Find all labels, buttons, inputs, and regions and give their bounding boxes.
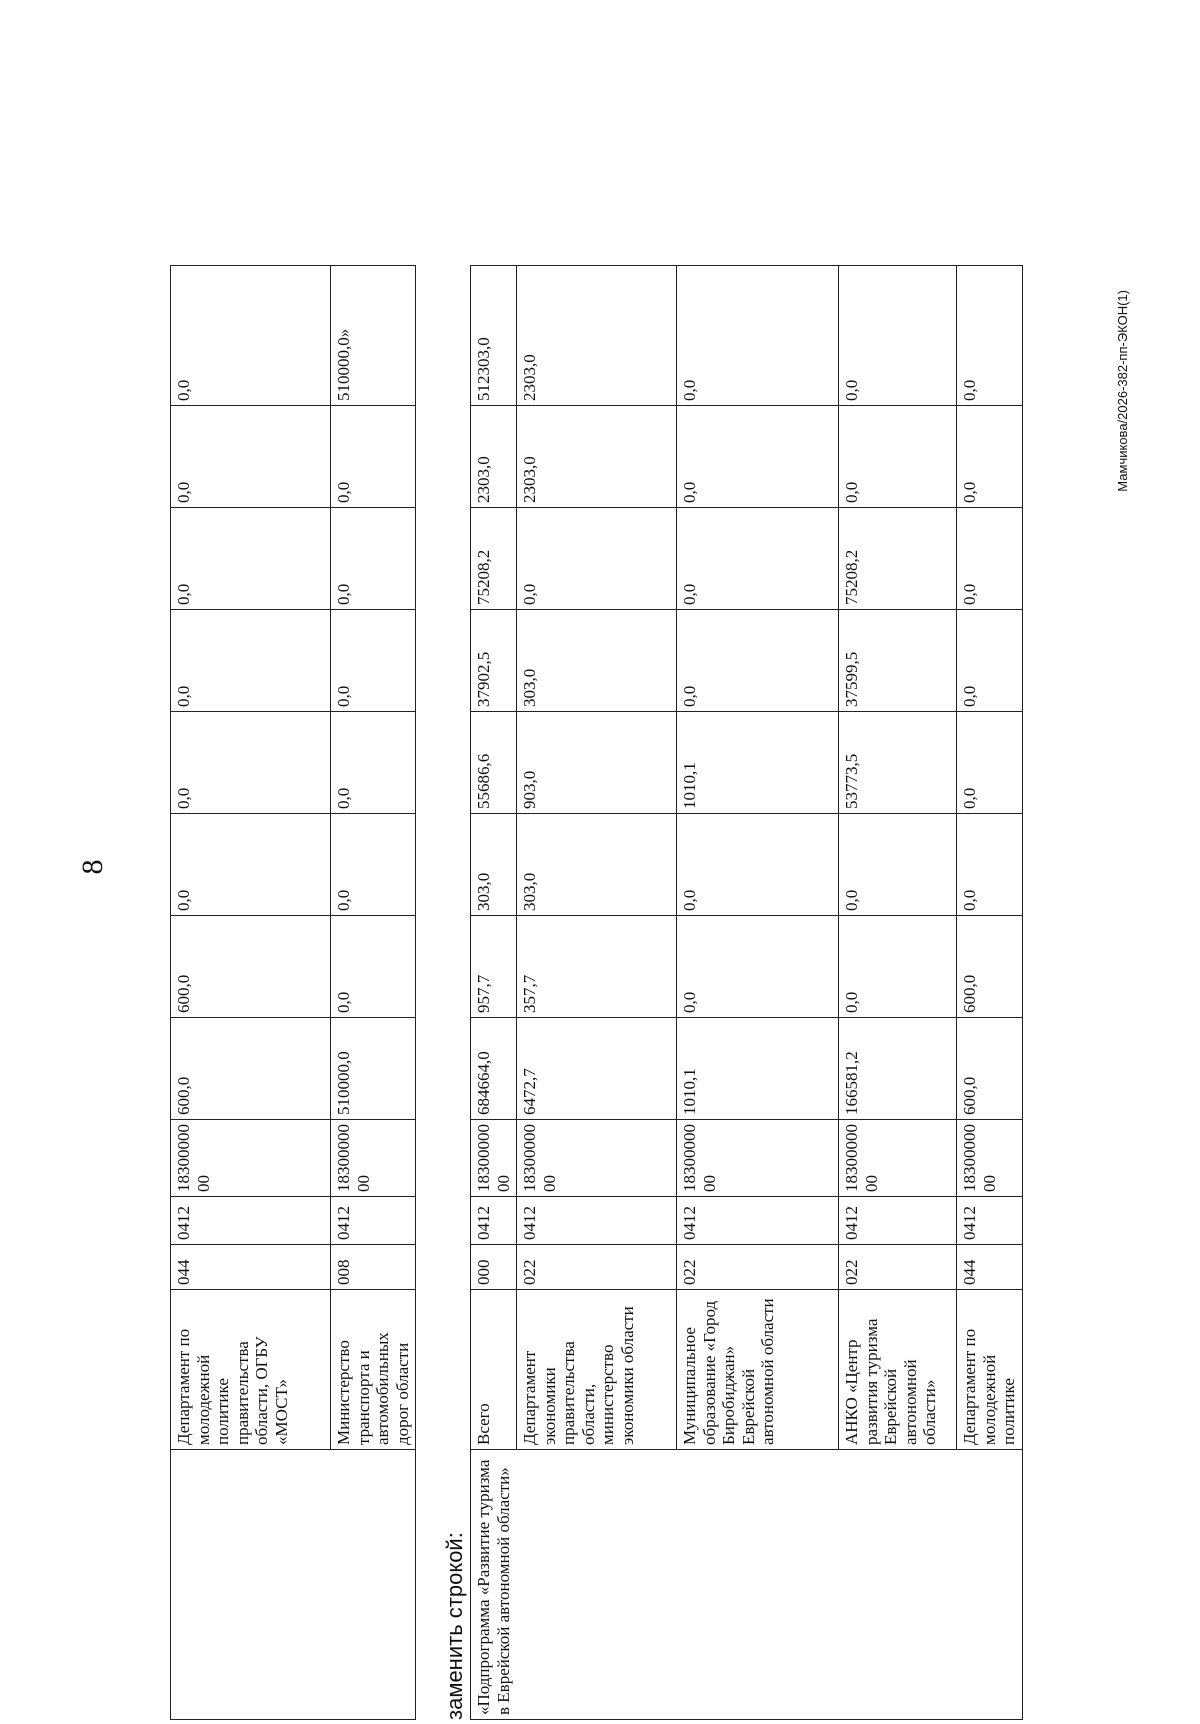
budget-table-previous (170, 265, 416, 1720)
csr-cell: 18300000 00 (171, 1120, 331, 1197)
value-cell: 510000,0» (331, 266, 416, 406)
csr-cell: 18300000 00 (677, 1120, 839, 1197)
value-cell: 1010,1 (677, 1018, 839, 1120)
rz-cell: 0412 (171, 1197, 331, 1245)
value-cell: 0,0 (517, 508, 677, 610)
rz-cell: 0412 (839, 1197, 957, 1245)
grbs-cell: 000 (471, 1245, 517, 1290)
agency-cell: Муниципальное образование «Город Биробиджан» Еврейской автономной области (677, 1290, 839, 1450)
grbs-cell: 022 (839, 1245, 957, 1290)
value-cell: 600,0 (957, 916, 1023, 1018)
value-cell: 684664,0 (471, 1018, 517, 1120)
rotated-content (170, 100, 1120, 1720)
value-cell: 55686,6 (471, 712, 517, 814)
value-cell: 0,0 (839, 814, 957, 916)
value-cell: 0,0 (957, 508, 1023, 610)
value-cell: 37599,5 (839, 610, 957, 712)
value-cell: 75208,2 (839, 508, 957, 610)
table-row (171, 266, 331, 1720)
value-cell: 0,0 (171, 712, 331, 814)
value-cell: 357,7 (517, 916, 677, 1018)
value-cell: 510000,0 (331, 1018, 416, 1120)
replace-caption: заменить строкой: (442, 1532, 467, 1720)
value-cell: 0,0 (677, 406, 839, 508)
agency-cell: Министерство транспорта и автомобильных дорог области (331, 1290, 416, 1450)
value-cell: 0,0 (677, 266, 839, 406)
value-cell: 0,0 (839, 406, 957, 508)
value-cell: 600,0 (171, 1018, 331, 1120)
grbs-cell: 044 (171, 1245, 331, 1290)
grbs-cell: 044 (957, 1245, 1023, 1290)
value-cell: 0,0 (839, 266, 957, 406)
value-cell: 303,0 (517, 814, 677, 916)
csr-cell: 18300000 00 (957, 1120, 1023, 1197)
csr-cell: 18300000 00 (517, 1120, 677, 1197)
value-cell: 0,0 (957, 712, 1023, 814)
agency-cell: Департамент экономики правительства области, министерство экономики области (517, 1290, 677, 1450)
grbs-cell: 022 (517, 1245, 677, 1290)
value-cell: 0,0 (171, 508, 331, 610)
value-cell: 303,0 (471, 814, 517, 916)
value-cell: 166581,2 (839, 1018, 957, 1120)
value-cell: 0,0 (171, 610, 331, 712)
rz-cell: 0412 (957, 1197, 1023, 1245)
agency-cell: Всего (471, 1290, 517, 1450)
csr-cell: 18300000 00 (839, 1120, 957, 1197)
agency-cell: Департамент по молодежной политике правительства области, ОГБУ «МОСТ» (171, 1290, 331, 1450)
grbs-cell: 008 (331, 1245, 416, 1290)
value-cell: 1010,1 (677, 712, 839, 814)
value-cell: 0,0 (957, 406, 1023, 508)
value-cell: 0,0 (677, 508, 839, 610)
value-cell: 0,0 (677, 916, 839, 1018)
value-cell: 53773,5 (839, 712, 957, 814)
value-cell: 0,0 (331, 814, 416, 916)
value-cell: 2303,0 (517, 406, 677, 508)
value-cell: 0,0 (677, 610, 839, 712)
value-cell: 303,0 (517, 610, 677, 712)
value-cell: 600,0 (171, 916, 331, 1018)
value-cell: 512303,0 (471, 266, 517, 406)
rz-cell: 0412 (517, 1197, 677, 1245)
rz-cell: 0412 (331, 1197, 416, 1245)
rz-cell: 0412 (677, 1197, 839, 1245)
budget-table-replacement (470, 265, 1023, 1720)
value-cell: 0,0 (331, 610, 416, 712)
value-cell: 0,0 (331, 712, 416, 814)
value-cell: 0,0 (331, 508, 416, 610)
value-cell: 6472,7 (517, 1018, 677, 1120)
csr-cell: 18300000 00 (471, 1120, 517, 1197)
page-number: 8 (76, 859, 109, 875)
value-cell: 0,0 (171, 266, 331, 406)
value-cell: 0,0 (957, 266, 1023, 406)
table-row (471, 266, 517, 1720)
program-name-cell: «Подпрограмма «Развитие туризма в Еврейской автономной области» (471, 1450, 1023, 1720)
value-cell: 0,0 (957, 814, 1023, 916)
value-cell: 0,0 (331, 916, 416, 1018)
value-cell: 0,0 (331, 406, 416, 508)
value-cell: 0,0 (957, 610, 1023, 712)
value-cell: 2303,0 (471, 406, 517, 508)
value-cell: 2303,0 (517, 266, 677, 406)
grbs-cell: 022 (677, 1245, 839, 1290)
value-cell: 903,0 (517, 712, 677, 814)
program-name-cell (171, 1450, 416, 1720)
value-cell: 0,0 (171, 406, 331, 508)
document-footer: Мамчикова/2026-382-пп-ЭКОН(1) (1115, 290, 1130, 492)
agency-cell: АНКО «Центр развития туризма Еврейской автономной области» (839, 1290, 957, 1450)
value-cell: 0,0 (839, 916, 957, 1018)
value-cell: 0,0 (171, 814, 331, 916)
rz-cell: 0412 (471, 1197, 517, 1245)
value-cell: 37902,5 (471, 610, 517, 712)
value-cell: 75208,2 (471, 508, 517, 610)
agency-cell: Департамент по молодежной политике (957, 1290, 1023, 1450)
value-cell: 957,7 (471, 916, 517, 1018)
value-cell: 600,0 (957, 1018, 1023, 1120)
csr-cell: 18300000 00 (331, 1120, 416, 1197)
value-cell: 0,0 (677, 814, 839, 916)
